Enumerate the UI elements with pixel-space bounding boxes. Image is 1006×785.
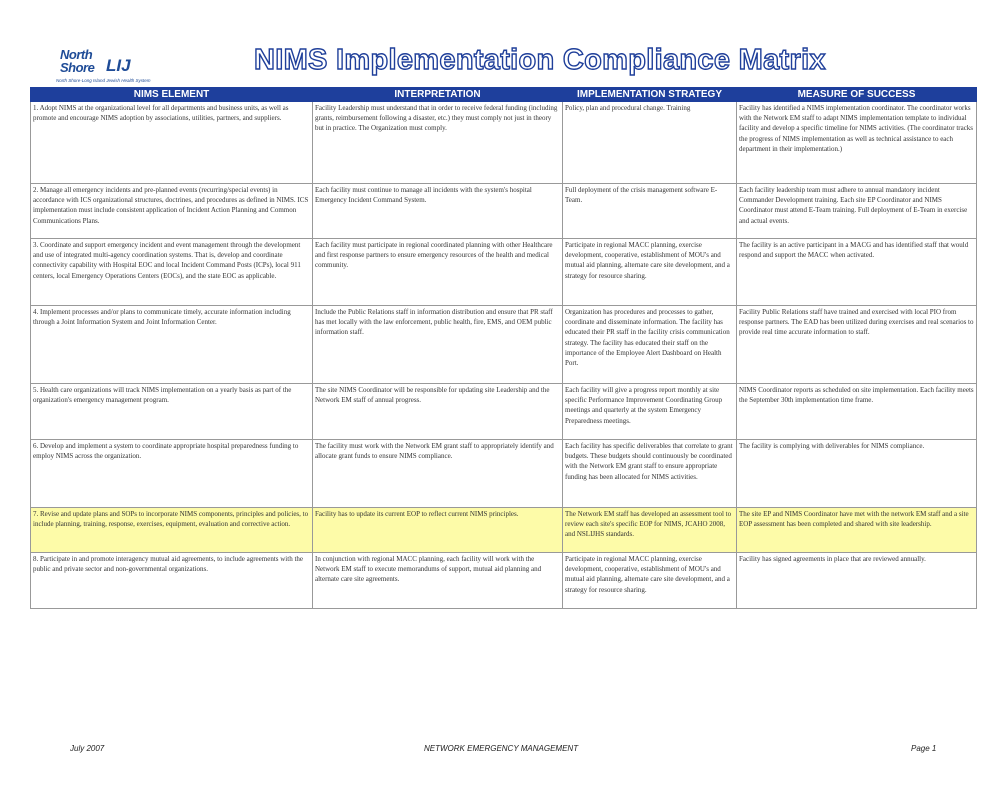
cell-nims-element: 5. Health care organizations will track NIMS implementation on a yearly basis as part of the organization's emergency management program.: [31, 384, 313, 440]
logo-line-1: North: [60, 47, 93, 62]
table-row: [31, 384, 977, 440]
table-row: [31, 553, 977, 609]
cell-interpretation: The site NIMS Coordinator will be responsible for updating site Leadership and the Network EM staff of annual progress.: [313, 384, 563, 440]
logo-line-3: LIJ: [106, 56, 131, 75]
cell-nims-element: 8. Participate in and promote interagency mutual aid agreements, to include agreements with the public and private sector and non-governmental organizations.: [31, 553, 313, 609]
cell-nims-element: 1. Adopt NIMS at the organizational level for all departments and business units, as well as promote and encourage NIMS adoption by associations, utilities, partners, and suppliers.: [31, 102, 313, 184]
table-header-row: [31, 88, 977, 102]
cell-measure-of-success: Facility has signed agreements in place that are reviewed annually.: [737, 553, 977, 609]
column-header-measure-of-success: MEASURE OF SUCCESS: [737, 88, 977, 102]
cell-implementation-strategy: The Network EM staff has developed an assessment tool to review each site's specific EOP for NIMS, JCAHO 2008, and NSLIJHS standards.: [563, 508, 737, 553]
cell-implementation-strategy: Full deployment of the crisis management software E-Team.: [563, 184, 737, 239]
cell-implementation-strategy: Each facility has specific deliverables that correlate to grant budgets. These budgets should continuously be coordinated with the Network EM grant staff to ensure appropriate funding has been allocated for NIMS activities.: [563, 440, 737, 508]
cell-implementation-strategy: Each facility will give a progress report monthly at site specific Performance Improvement Coordinating Group meetings and quarterly at the system Emergency Preparedness meetings.: [563, 384, 737, 440]
footer-date: July 2007: [70, 744, 105, 753]
cell-measure-of-success: Facility has identified a NIMS implementation coordinator. The coordinator works with the Network EM staff to adapt NIMS implementation template to individual facility and develop a specific timeline for NIMS activities. (The coordinator tracks the progress of NIMS implementation as well as technical assistance to each department in their implementation.): [737, 102, 977, 184]
cell-nims-element: 6. Develop and implement a system to coordinate appropriate hospital preparedness funding to employ NIMS across the organization.: [31, 440, 313, 508]
table-row: [31, 440, 977, 508]
table-row-highlighted: [31, 508, 977, 553]
organization-logo: [52, 44, 202, 84]
cell-interpretation: The facility must work with the Network EM grant staff to appropriately identify and allocate grant funds to ensure NIMS compliance.: [313, 440, 563, 508]
cell-nims-element: 3. Coordinate and support emergency incident and event management through the development and use of integrated multi-agency coordination systems. That is, develop and coordinate connectivity capability with Hospital EOC and local Incident Command Posts (ICPs), local 911 centers, local Emergency Operations Centers (EOCs), and the state EOC as applicable.: [31, 239, 313, 306]
cell-implementation-strategy: Organization has procedures and processes to gather, coordinate and disseminate information. The facility has educated their PR staff in the facility crisis communication strategy. The facility has educated their staff on the importance of the Employee Alert Dashboard on Health Port.: [563, 306, 737, 384]
cell-implementation-strategy: Policy, plan and procedural change. Training: [563, 102, 737, 184]
cell-measure-of-success: NIMS Coordinator reports as scheduled on site implementation. Each facility meets the September 30th implementation time frame.: [737, 384, 977, 440]
logo-line-2: Shore: [60, 60, 95, 75]
cell-interpretation: Each facility must continue to manage all incidents with the system's hospital Emergency Incident Command System.: [313, 184, 563, 239]
page-title: NIMS Implementation Compliance Matrix: [254, 44, 826, 76]
cell-implementation-strategy: Participate in regional MACC planning, exercise development, cooperative, establishment of MOU's and mutual aid planning, alternate care site development, and a strategy for resource sharing.: [563, 239, 737, 306]
logo-tagline: North Shore-Long Island Jewish Health System: [56, 78, 151, 83]
footer-department: NETWORK EMERGENCY MANAGEMENT: [424, 744, 579, 753]
column-header-implementation-strategy: IMPLEMENTATION STRATEGY: [563, 88, 737, 102]
cell-measure-of-success: Facility Public Relations staff have trained and exercised with local PIO from response partners. The EAD has been utilized during exercises and real scenarios to provide real time accurate information to staff.: [737, 306, 977, 384]
cell-measure-of-success: The facility is complying with deliverables for NIMS compliance.: [737, 440, 977, 508]
cell-interpretation: Facility Leadership must understand that in order to receive federal funding (including grants, reimbursement following a disaster, etc.) they must comply not just in theory but in practice. The Organization must comply.: [313, 102, 563, 184]
column-header-interpretation: INTERPRETATION: [313, 88, 563, 102]
table-row: [31, 102, 977, 184]
cell-interpretation: In conjunction with regional MACC planning, each facility will work with the Network EM staff to execute memorandums of support, mutual aid planning and alternate care site agreements.: [313, 553, 563, 609]
cell-nims-element: 7. Revise and update plans and SOPs to incorporate NIMS components, principles and policies, to include planning, training, response, exercises, equipment, evaluation and corrective action.: [31, 508, 313, 553]
cell-implementation-strategy: Participate in regional MACC planning, exercise development, cooperative, establishment of MOU's and mutual aid planning, alternate care site development, and a strategy for resource sharing.: [563, 553, 737, 609]
compliance-matrix-table: [30, 87, 977, 609]
cell-nims-element: 2. Manage all emergency incidents and pre-planned events (recurring/special events) in accordance with ICS organizational structures, doctrines, and procedures as defined in NIMS. ICS implementation must include consistent application of Incident Action Planning and Common Communications Plans.: [31, 184, 313, 239]
cell-interpretation: Facility has to update its current EOP to reflect current NIMS principles.: [313, 508, 563, 553]
cell-nims-element: 4. Implement processes and/or plans to communicate timely, accurate information including through a Joint Information System and Joint Information Center.: [31, 306, 313, 384]
cell-measure-of-success: Each facility leadership team must adhere to annual mandatory incident Commander Development training. Each site EP Coordinator and NIMS Coordinator must attend E-Team training. Full deployment of E-Team in exercise and actual events.: [737, 184, 977, 239]
cell-interpretation: Each facility must participate in regional coordinated planning with other Healthcare and first response partners to ensure emergency resources of the health and medical community.: [313, 239, 563, 306]
column-header-nims-element: NIMS ELEMENT: [31, 88, 313, 102]
table-row: [31, 239, 977, 306]
table-row: [31, 184, 977, 239]
table-row: [31, 306, 977, 384]
cell-measure-of-success: The site EP and NIMS Coordinator have met with the network EM staff and a site EOP assessment has been completed and shared with site leadership.: [737, 508, 977, 553]
cell-interpretation: Include the Public Relations staff in information distribution and ensure that PR staff has met locally with the law enforcement, public health, fire, EMS, and OEM public information staff.: [313, 306, 563, 384]
footer-page-number: Page 1: [911, 744, 937, 753]
cell-measure-of-success: The facility is an active participant in a MACG and has identified staff that would respond and support the MACC when activated.: [737, 239, 977, 306]
